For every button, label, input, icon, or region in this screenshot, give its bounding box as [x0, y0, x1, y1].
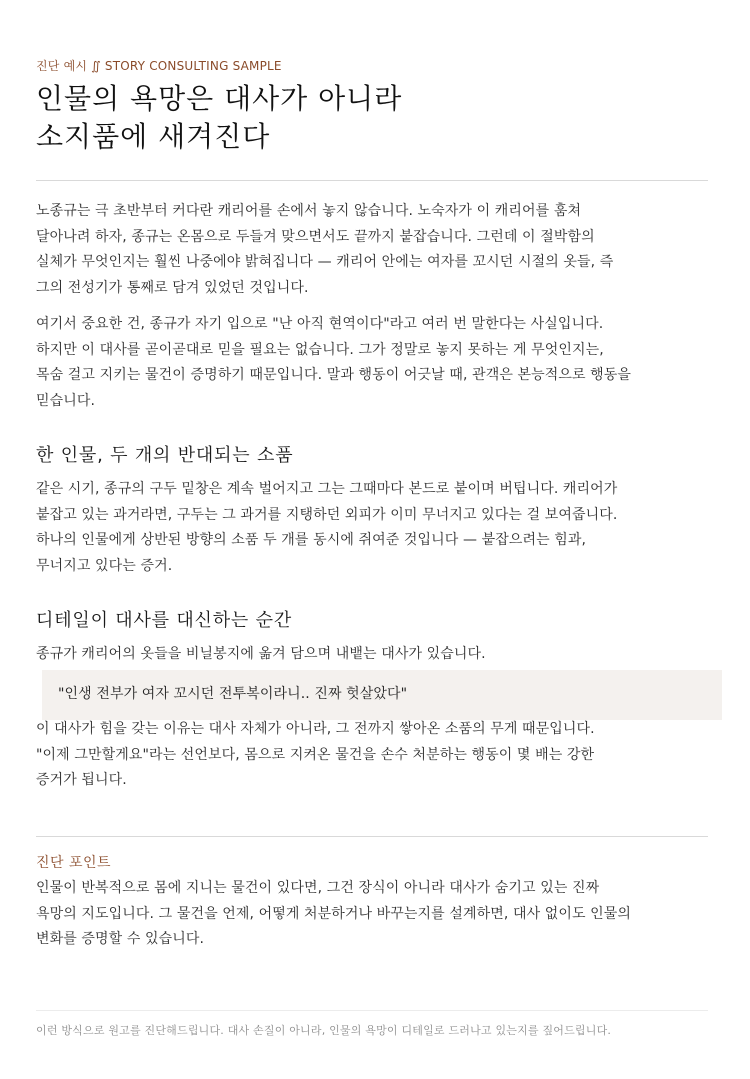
intro-paragraph-2: 여기서 중요한 건, 종규가 자기 입으로 "난 아직 현역이다"라고 여러 번 말한다는 사실입니다. 하지만 이 대사를 곧이곧대로 믿을 필요는 없습니다. 그가 정말로 놓지 못하는 게 무엇인지는, 목숨 걸고 지키는 물건이 증명하기 때문입니다. 말과 행동이 어긋날 때, 관객은 본능적으로 행동을 믿습니다.	[36, 316, 632, 409]
section-detail-lead: 종규가 캐리어의 옷들을 비닐봉지에 옮겨 담으며 내뱉는 대사가 있습니다.	[36, 646, 486, 662]
section-props-body: 같은 시기, 종규의 구두 밑창은 계속 벌어지고 그는 그때마다 본드로 붙이며 버팁니다. 캐리어가 붙잡고 있는 과거라면, 구두는 그 과거를 지탱하던 외피가 이미 무너지고 있다는 걸 보여줍니다. 하나의 인물에게 상반된 방향의 소품 두 개를 동시에 쥐여준 것입니다 — 붙잡으려는 힘과, 무너지고 있다는 증거.	[36, 481, 618, 574]
kicker-label: 진단 예시 ∬ STORY CONSULTING SAMPLE	[36, 59, 282, 73]
diagnosis-point-label: 진단 포인트	[36, 855, 112, 871]
diagnosis-point-body: 인물이 반복적으로 몸에 지니는 물건이 있다면, 그건 장식이 아니라 대사가 숨기고 있는 진짜 욕망의 지도입니다. 그 물건을 언제, 어떻게 처분하거나 바꾸는지를 설계하면, 대사 없이도 인물의 변화를 증명할 수 있습니다.	[36, 880, 632, 947]
section-heading-props: 한 인물, 두 개의 반대되는 소품	[36, 445, 294, 466]
dialogue-quote-block: "인생 전부가 여자 꼬시던 전투복이라니.. 진짜 헛살았다"	[42, 670, 722, 720]
intro-paragraph-1: 노종규는 극 초반부터 커다란 캐리어를 손에서 놓지 않습니다. 노숙자가 이 캐리어를 훔쳐 달아나려 하자, 종규는 온몸으로 두들겨 맞으면서도 끝까지 붙잡습니다. 그런데 이 절박함의 실체가 무엇인지는 훨씬 나중에야 밝혀집니다 — 캐리어 안에는 여자를 꼬시던 시절의 옷들, 즉 그의 전성기가 통째로 담겨 있었던 것입니다.	[36, 203, 614, 296]
footer-divider	[36, 1010, 708, 1011]
section-detail-body: 이 대사가 힘을 갖는 이유는 대사 자체가 아니라, 그 전까지 쌓아온 소품의 무게 때문입니다. "이제 그만할게요"라는 선언보다, 몸으로 지켜온 물건을 손수 처분하는 행동이 몇 배는 강한 증거가 됩니다.	[36, 721, 595, 788]
section-heading-detail: 디테일이 대사를 대신하는 순간	[36, 610, 293, 631]
footer-note: 이런 방식으로 원고를 진단해드립니다. 대사 손질이 아니라, 인물의 욕망이 디테일로 드러나고 있는지를 짚어드립니다.	[36, 1024, 612, 1037]
point-divider	[36, 836, 708, 837]
title-divider	[36, 180, 708, 181]
page-title: 인물의 욕망은 대사가 아니라 소지품에 새겨진다	[36, 82, 403, 153]
